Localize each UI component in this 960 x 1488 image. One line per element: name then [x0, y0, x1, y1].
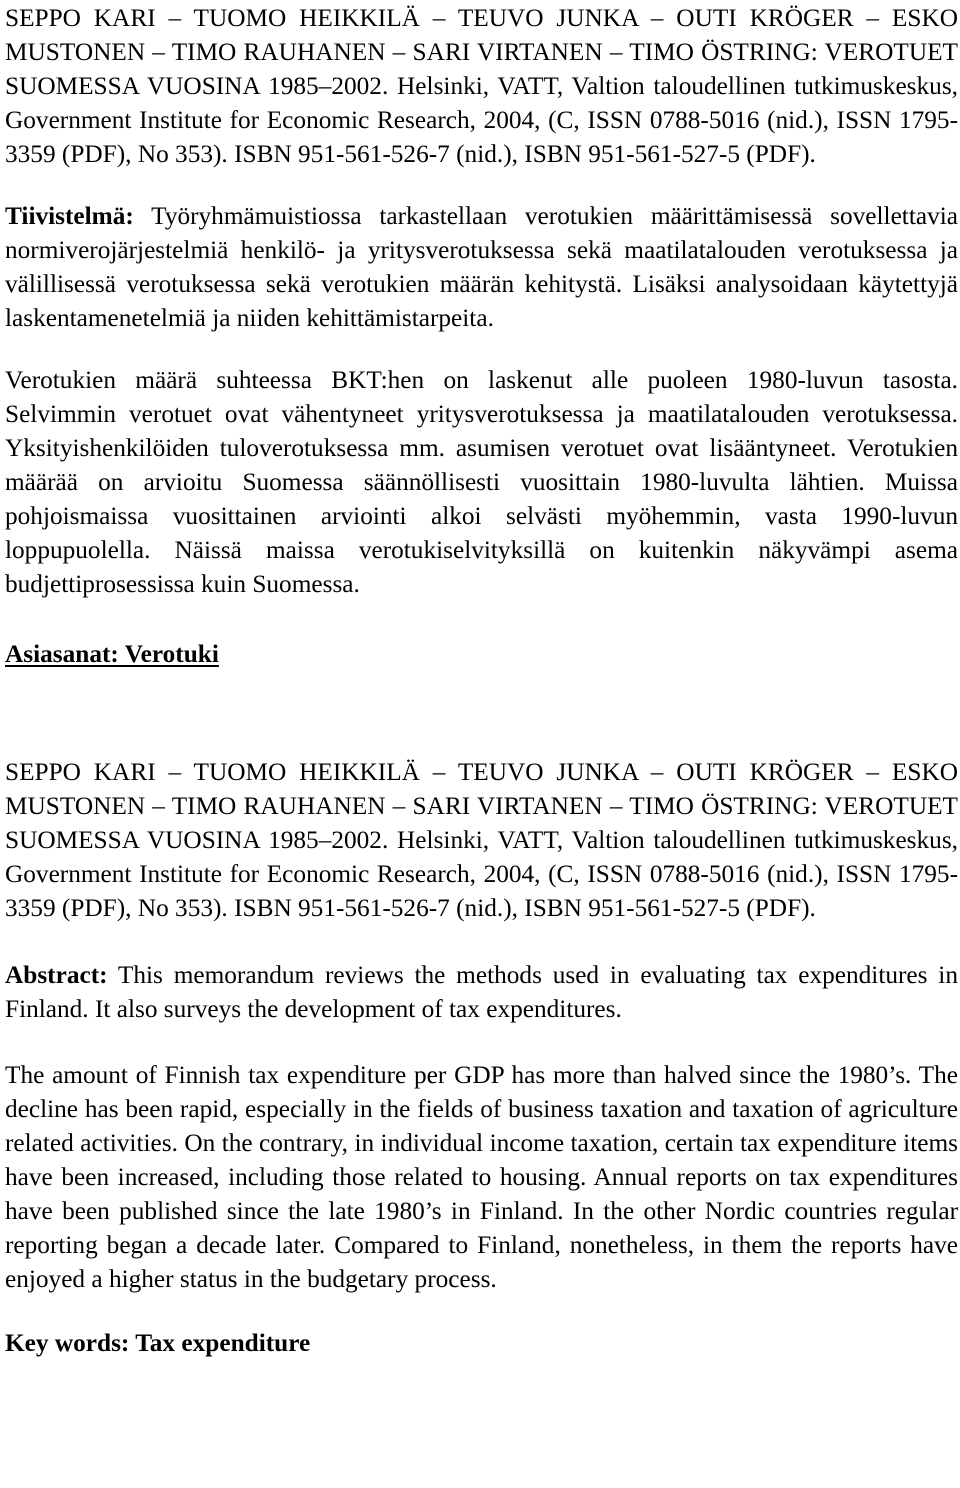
finnish-summary-label: Tiivistelmä:	[5, 202, 134, 230]
finnish-keywords	[5, 637, 958, 671]
english-abstract-text: This memorandum reviews the methods used in evaluating tax expenditures in Finland. It also surveys the development of tax expenditures.	[5, 961, 958, 1023]
english-citation-header: SEPPO KARI – TUOMO HEIKKILÄ – TEUVO JUNKA – OUTI KRÖGER – ESKO MUSTONEN – TIMO RAUHANEN – SARI VIRTANEN – TIMO ÖSTRING: VEROTUET SUOMESSA VUOSINA 1985–2002. Helsinki, VATT, Valtion taloudellinen tutkimuskeskus, Government Institute for Economic Research, 2004, (C, ISSN 0788-5016 (nid.), ISSN 1795-3359 (PDF), No 353). ISBN 951-561-526-7 (nid.), ISBN 951-561-527-5 (PDF).	[5, 758, 958, 922]
english-keywords-text: Key words: Tax expenditure	[5, 1329, 311, 1357]
finnish-summary-text: Työryhmämuistiossa tarkastellaan verotukien määrittämisessä sovellettavia normiverojärjestelmiä henkilö- ja yritysverotuksessa sekä maatilatalouden verotuksessa ja välillisessä verotuksessa sekä verotukien määrän kehitystä. Lisäksi analysoidaan käytettyjä laskentamenetelmiä ja niiden kehittämistarpeita.	[5, 202, 958, 332]
english-body-paragraph: The amount of Finnish tax expenditure per GDP has more than halved since the 1980’s. The decline has been rapid, especially in the fields of business taxation and taxation of agriculture related activities. On the contrary, in individual income taxation, certain tax expenditure items have been increased, including those related to housing. Annual reports on tax expenditures have been published since the late 1980’s in Finland. In the other Nordic countries regular reporting began a decade later. Compared to Finland, nonetheless, in them the reports have enjoyed a higher status in the budgetary process.	[5, 1061, 958, 1293]
finnish-citation-header: SEPPO KARI – TUOMO HEIKKILÄ – TEUVO JUNKA – OUTI KRÖGER – ESKO MUSTONEN – TIMO RAUHANEN – SARI VIRTANEN – TIMO ÖSTRING: VEROTUET SUOMESSA VUOSINA 1985–2002. Helsinki, VATT, Valtion taloudellinen tutkimuskeskus, Government Institute for Economic Research, 2004, (C, ISSN 0788-5016 (nid.), ISSN 1795-3359 (PDF), No 353). ISBN 951-561-526-7 (nid.), ISBN 951-561-527-5 (PDF).	[5, 4, 958, 168]
document-page	[5, 0, 958, 1360]
finnish-summary	[5, 199, 958, 335]
english-abstract	[5, 958, 958, 1026]
english-keywords	[5, 1326, 958, 1360]
finnish-keywords-text: Asiasanat: Verotuki	[5, 640, 219, 668]
finnish-body-paragraph: Verotukien määrä suhteessa BKT:hen on laskenut alle puoleen 1980-luvun tasosta. Selvimmin verotuet ovat vähentyneet yritysverotuksessa ja maatilatalouden verotuksessa. Yksityishenkilöiden tuloverotuksessa mm. asumisen verotuet ovat lisääntyneet. Verotukien määrää on arvioitu Suomessa säännöllisesti vuosittain 1980-luvulta lähtien. Muissa pohjoismaissa vuosittainen arviointi alkoi selvästi myöhemmin, vasta 1990-luvun loppupuolella. Näissä maissa verotukiselvityksillä on kuitenkin näkyvämpi asema budjettiprosessissa kuin Suomessa.	[5, 366, 958, 598]
english-abstract-label: Abstract:	[5, 961, 108, 989]
